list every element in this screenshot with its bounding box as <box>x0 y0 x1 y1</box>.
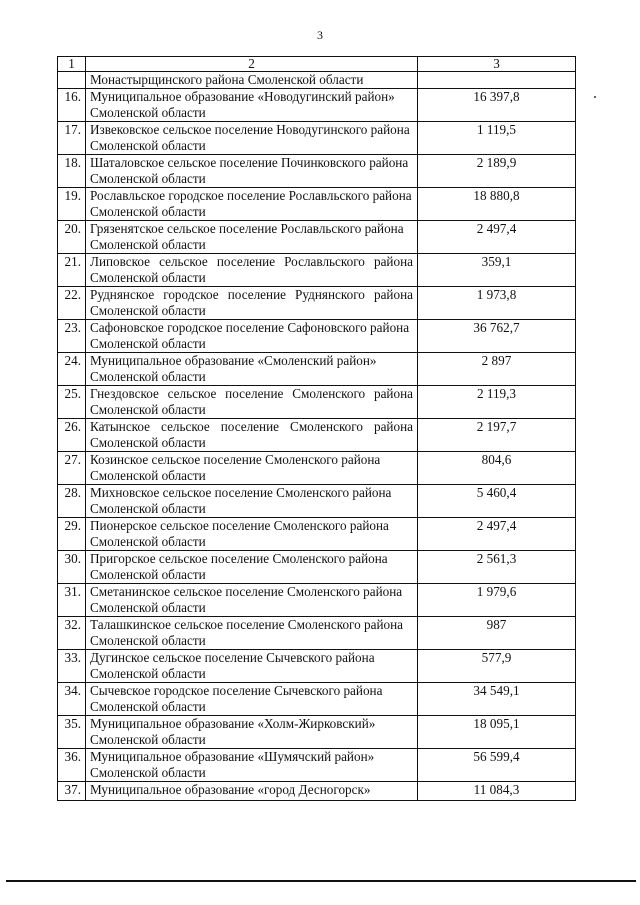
municipality-name-cell: Дугинское сельское поселение Сычевского района Смоленской области <box>86 650 418 683</box>
table-row <box>58 221 576 254</box>
row-number-cell: 23. <box>58 320 86 353</box>
amount-cell: 5 460,4 <box>418 485 576 518</box>
table-row <box>58 617 576 650</box>
table-row <box>58 452 576 485</box>
row-number-cell: 16. <box>58 89 86 122</box>
municipality-name-cell: Извековское сельское поселение Новодугинского района Смоленской области <box>86 122 418 155</box>
table-row <box>58 683 576 716</box>
amount-cell: 1 119,5 <box>418 122 576 155</box>
table-row <box>58 749 576 782</box>
row-number-cell: 24. <box>58 353 86 386</box>
amount-cell: 2 897 <box>418 353 576 386</box>
row-number-cell: 29. <box>58 518 86 551</box>
column-header-1: 1 <box>58 57 86 72</box>
amount-cell: 2 497,4 <box>418 221 576 254</box>
municipality-name-cell: Пригорское сельское поселение Смоленского района Смоленской области <box>86 551 418 584</box>
row-number-cell: 27. <box>58 452 86 485</box>
table-row <box>58 584 576 617</box>
municipality-name-cell: Муниципальное образование «Смоленский район» Смоленской области <box>86 353 418 386</box>
table-row <box>58 782 576 801</box>
amount-cell: 804,6 <box>418 452 576 485</box>
row-number-cell: 26. <box>58 419 86 452</box>
table-body <box>58 89 576 801</box>
table-continuation-row <box>58 72 576 89</box>
table-row <box>58 518 576 551</box>
table-row <box>58 650 576 683</box>
amount-cell: 987 <box>418 617 576 650</box>
row-number-cell: 28. <box>58 485 86 518</box>
table-row <box>58 551 576 584</box>
row-number-cell: 37. <box>58 782 86 801</box>
table-row <box>58 254 576 287</box>
table-row <box>58 155 576 188</box>
row-number-cell: 21. <box>58 254 86 287</box>
amount-cell: 18 880,8 <box>418 188 576 221</box>
amount-cell: 34 549,1 <box>418 683 576 716</box>
column-header-2: 2 <box>86 57 418 72</box>
table-row <box>58 419 576 452</box>
municipality-name-cell: Рославльское городское поселение Рославльского района Смоленской области <box>86 188 418 221</box>
table-row <box>58 89 576 122</box>
amount-cell: 36 762,7 <box>418 320 576 353</box>
row-number-cell: 33. <box>58 650 86 683</box>
continuation-num-cell <box>58 72 86 89</box>
municipality-name-cell: Сафоновское городское поселение Сафоновского района Смоленской области <box>86 320 418 353</box>
municipality-name-cell: Катынское сельское поселение Смоленского района Смоленской области <box>86 419 418 452</box>
scan-speck <box>594 96 596 98</box>
municipality-name-cell: Сметанинское сельское поселение Смоленского района Смоленской области <box>86 584 418 617</box>
municipality-name-cell: Муниципальное образование «Новодугинский район» Смоленской области <box>86 89 418 122</box>
table-row <box>58 386 576 419</box>
row-number-cell: 22. <box>58 287 86 320</box>
continuation-name-cell: Монастырщинского района Смоленской области <box>86 72 418 89</box>
column-header-3: 3 <box>418 57 576 72</box>
row-number-cell: 36. <box>58 749 86 782</box>
amount-cell: 359,1 <box>418 254 576 287</box>
row-number-cell: 32. <box>58 617 86 650</box>
amount-cell: 11 084,3 <box>418 782 576 801</box>
municipality-name-cell: Гнездовское сельское поселение Смоленского района Смоленской области <box>86 386 418 419</box>
amount-cell: 2 561,3 <box>418 551 576 584</box>
continuation-value-cell <box>418 72 576 89</box>
municipality-name-cell: Грязенятское сельское поселение Рославльского района Смоленской области <box>86 221 418 254</box>
municipality-name-cell: Пионерское сельское поселение Смоленского района Смоленской области <box>86 518 418 551</box>
municipality-name-cell: Сычевское городское поселение Сычевского района Смоленской области <box>86 683 418 716</box>
amount-cell: 2 189,9 <box>418 155 576 188</box>
row-number-cell: 30. <box>58 551 86 584</box>
row-number-cell: 19. <box>58 188 86 221</box>
municipality-name-cell: Михновское сельское поселение Смоленского района Смоленской области <box>86 485 418 518</box>
amount-cell: 1 979,6 <box>418 584 576 617</box>
amount-cell: 1 973,8 <box>418 287 576 320</box>
table-header-row <box>58 57 576 72</box>
amount-cell: 2 197,7 <box>418 419 576 452</box>
municipality-name-cell: Талашкинское сельское поселение Смоленского района Смоленской области <box>86 617 418 650</box>
table-row <box>58 287 576 320</box>
municipality-name-cell: Шаталовское сельское поселение Починковского района Смоленской области <box>86 155 418 188</box>
table-row <box>58 353 576 386</box>
row-number-cell: 31. <box>58 584 86 617</box>
table-row <box>58 188 576 221</box>
amount-cell: 18 095,1 <box>418 716 576 749</box>
page-number: 3 <box>317 28 323 42</box>
row-number-cell: 25. <box>58 386 86 419</box>
municipality-name-cell: Муниципальное образование «Холм-Жирковский» Смоленской области <box>86 716 418 749</box>
amount-cell: 56 599,4 <box>418 749 576 782</box>
row-number-cell: 20. <box>58 221 86 254</box>
municipality-name-cell: Муниципальное образование «город Десногорск» <box>86 782 418 801</box>
amount-cell: 577,9 <box>418 650 576 683</box>
row-number-cell: 34. <box>58 683 86 716</box>
table-row <box>58 122 576 155</box>
table-row <box>58 320 576 353</box>
municipality-name-cell: Муниципальное образование «Шумячский район» Смоленской области <box>86 749 418 782</box>
row-number-cell: 18. <box>58 155 86 188</box>
amount-cell: 16 397,8 <box>418 89 576 122</box>
municipality-name-cell: Липовское сельское поселение Рославльского района Смоленской области <box>86 254 418 287</box>
bottom-rule <box>6 880 636 882</box>
row-number-cell: 17. <box>58 122 86 155</box>
table-row <box>58 716 576 749</box>
row-number-cell: 35. <box>58 716 86 749</box>
amount-cell: 2 119,3 <box>418 386 576 419</box>
municipality-name-cell: Руднянское городское поселение Руднянского района Смоленской области <box>86 287 418 320</box>
table-row <box>58 485 576 518</box>
allocation-table <box>57 56 576 801</box>
municipality-name-cell: Козинское сельское поселение Смоленского района Смоленской области <box>86 452 418 485</box>
amount-cell: 2 497,4 <box>418 518 576 551</box>
